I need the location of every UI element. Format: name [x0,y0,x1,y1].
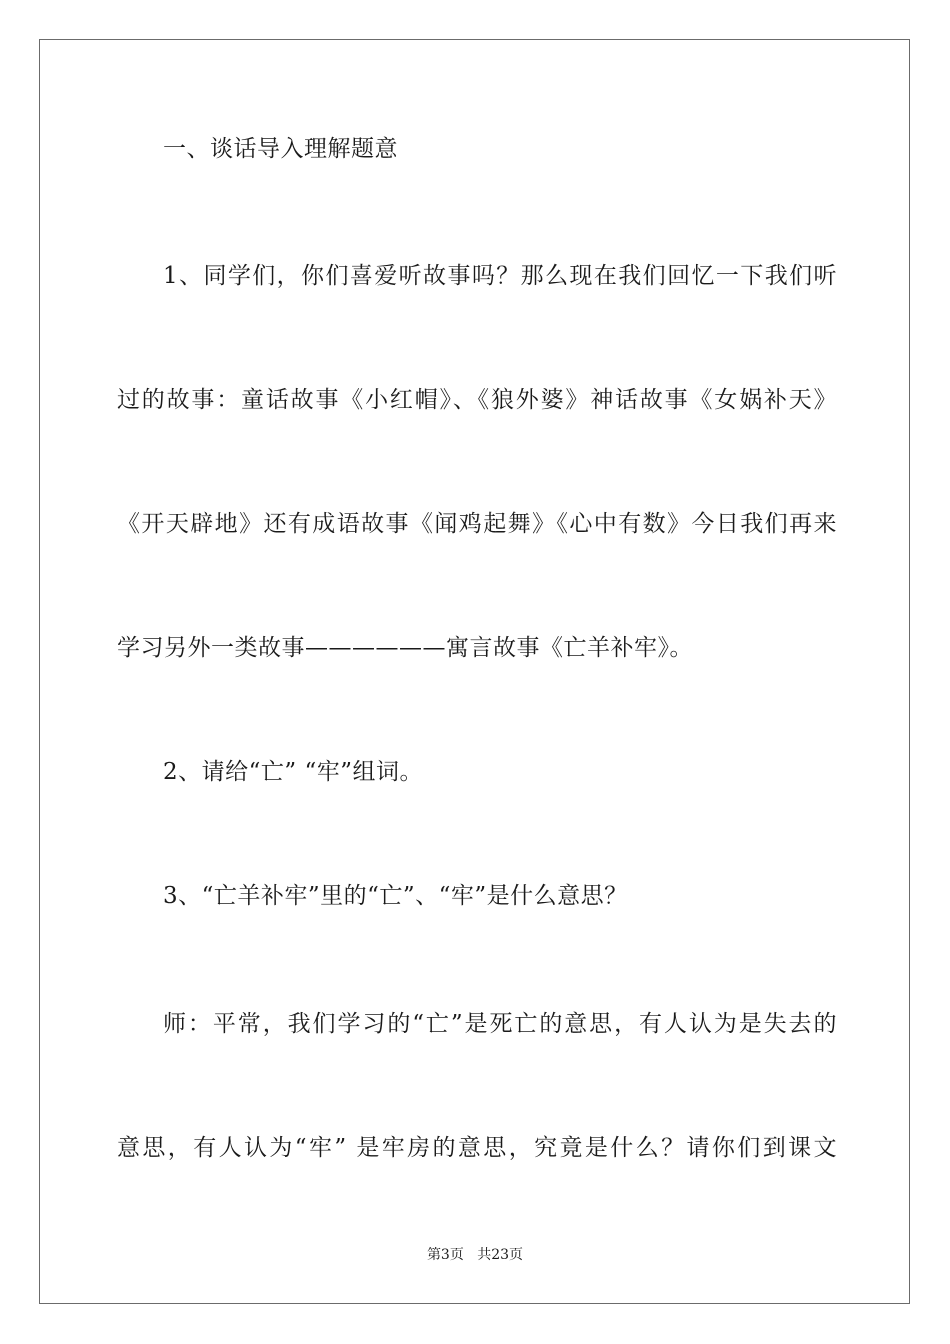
paragraph-line: 学习另外一类故事——————寓言故事《亡羊补牢》。 [117,635,693,661]
paragraph-line: 1、同学们，你们喜爱听故事吗？那么现在我们回忆一下我们听 [163,263,837,289]
total-pages: 共23页 [477,1247,524,1263]
paragraph-line: 2、请给“亡” “牢”组词。 [163,759,423,785]
section-heading: 一、谈话导入理解题意 [163,136,398,162]
page-border [39,39,910,1304]
paragraph-line: 意思，有人认为“牢” 是牢房的意思，究竟是什么？请你们到课文 [117,1135,837,1161]
paragraph-line: 《开天辟地》还有成语故事《闻鸡起舞》《心中有数》今日我们再来 [117,511,837,537]
page-number: 第3页 [426,1247,464,1263]
page-footer [0,1246,950,1264]
paragraph-line: 过的故事：童话故事《小红帽》、《狼外婆》神话故事《女娲补天》 [117,387,837,413]
paragraph-line: 3、“亡羊补牢”里的“亡”、“牢”是什么意思？ [163,883,628,909]
paragraph-line: 师：平常，我们学习的“亡”是死亡的意思，有人认为是失去的 [163,1011,837,1037]
